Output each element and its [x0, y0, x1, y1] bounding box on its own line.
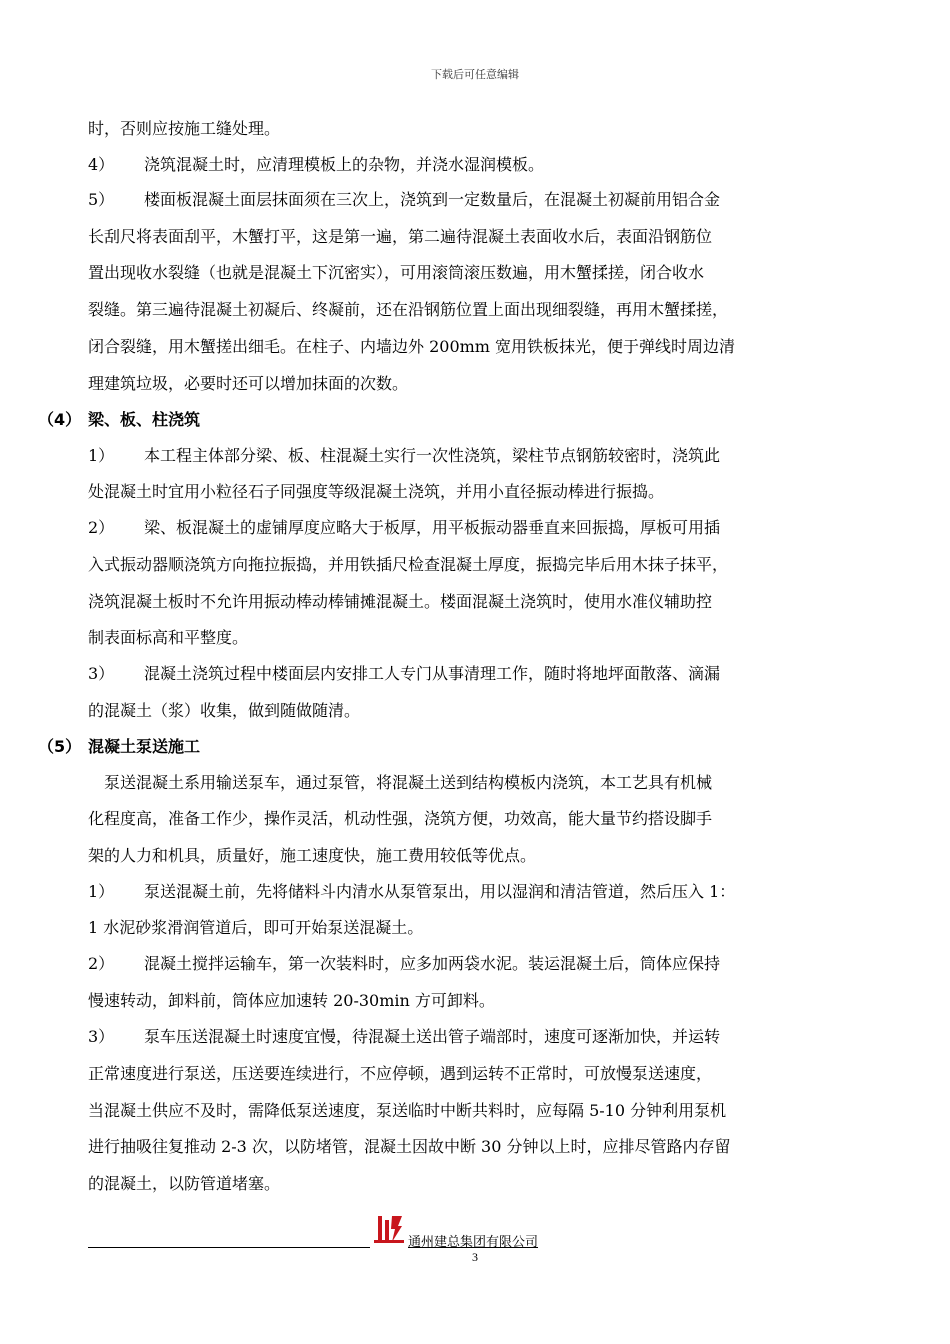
paragraph-line: 架的人力和机具，质量好，施工速度快，施工费用较低等优点。: [88, 846, 537, 865]
list-item: [88, 954, 720, 974]
item-number: 4）: [88, 155, 115, 174]
paragraph-line: 1 水泥砂浆滑润管道后，即可开始泵送混凝土。: [88, 918, 424, 937]
list-item: [88, 664, 720, 684]
company-logo-icon: [372, 1212, 406, 1246]
section-title: 梁、板、柱浇筑: [88, 410, 201, 429]
paragraph-line: 制表面标高和平整度。: [88, 628, 249, 647]
paragraph-line: 进行抽吸往复推动 2-3 次，以防堵管，混凝土因故中断 30 分钟以上时，应排尽管路内存留: [88, 1137, 731, 1156]
paragraph-line: 理建筑垃圾，必要时还可以增加抹面的次数。: [88, 374, 409, 393]
item-number: 2）: [88, 954, 115, 973]
item-text: 本工程主体部分梁、板、柱混凝土实行一次性浇筑，梁柱节点钢筋较密时，浇筑此: [144, 446, 721, 465]
paragraph-line: 当混凝土供应不及时，需降低泵送速度，泵送临时中断共料时，应每隔 5-10 分钟利用泵机: [88, 1101, 727, 1120]
paragraph-line: 的混凝土，以防管道堵塞。: [88, 1174, 281, 1193]
paragraph-line: 时，否则应按施工缝处理。: [88, 119, 281, 138]
paragraph-line: 处混凝土时宜用小粒径石子同强度等级混凝土浇筑，并用小直径振动棒进行振捣。: [88, 482, 665, 501]
paragraph-line: 泵送混凝土系用输送泵车，通过泵管，将混凝土送到结构模板内浇筑，本工艺具有机械: [104, 773, 713, 792]
item-number: 3）: [88, 664, 115, 683]
paragraph-line: 入式振动器顺浇筑方向拖拉振捣，并用铁插尺检查混凝土厚度，振捣完毕后用木抹子抹平，: [88, 555, 729, 574]
paragraph-line: 慢速转动，卸料前，筒体应加速转 20-30min 方可卸料。: [88, 991, 495, 1010]
section-number: （4）: [38, 410, 82, 429]
section-heading: [38, 410, 200, 430]
footer-rule: [88, 1247, 370, 1248]
company-name: 通州建总集团有限公司: [408, 1235, 539, 1250]
item-number: 5）: [88, 190, 115, 209]
item-number: 1）: [88, 882, 115, 901]
section-heading: [38, 737, 200, 757]
item-text: 混凝土搅拌运输车，第一次装料时，应多加两袋水泥。装运混凝土后，筒体应保持: [144, 954, 721, 973]
paragraph-line: 正常速度进行泵送，压送要连续进行，不应停顿，遇到运转不正常时，可放慢泵送速度，: [88, 1064, 713, 1083]
paragraph-line: 长刮尺将表面刮平，木蟹打平，这是第一遍，第二遍待混凝土表面收水后，表面沿钢筋位: [88, 227, 713, 246]
list-item: [88, 1027, 720, 1047]
paragraph-line: 裂缝。第三遍待混凝土初凝后、终凝前，还在沿钢筋位置上面出现细裂缝，再用木蟹揉搓，: [88, 300, 729, 319]
header-note: 下载后可任意编辑: [431, 68, 519, 81]
section-title: 混凝土泵送施工: [88, 737, 201, 756]
paragraph-line: 浇筑混凝土板时不允许用振动棒动棒铺摊混凝土。楼面混凝土浇筑时，使用水准仪辅助控: [88, 592, 713, 611]
item-text: 梁、板混凝土的虚铺厚度应略大于板厚，用平板振动器垂直来回振捣，厚板可用插: [144, 518, 721, 537]
item-number: 2）: [88, 518, 115, 537]
paragraph-line: 置出现收水裂缝（也就是混凝土下沉密实），可用滚筒滚压数遍，用木蟹揉搓，闭合收水: [88, 263, 705, 282]
item-text: 楼面板混凝土面层抹面须在三次上，浇筑到一定数量后，在混凝土初凝前用铝合金: [144, 190, 721, 209]
item-text: 浇筑混凝土时，应清理模板上的杂物，并浇水湿润模板。: [144, 155, 545, 174]
page-number: 3: [472, 1250, 478, 1264]
list-item: [88, 446, 720, 466]
paragraph-line: 化程度高，准备工作少，操作灵活，机动性强，浇筑方便，功效高，能大量节约搭设脚手: [88, 809, 713, 828]
list-item: [88, 190, 720, 210]
item-text: 泵车压送混凝土时速度宜慢，待混凝土送出管子端部时，速度可逐渐加快，并运转: [144, 1027, 721, 1046]
item-number: 1）: [88, 446, 115, 465]
item-number: 3）: [88, 1027, 115, 1046]
list-item: [88, 155, 544, 175]
item-text: 混凝土浇筑过程中楼面层内安排工人专门从事清理工作，随时将地坪面散落、滴漏: [144, 664, 721, 683]
item-text: 泵送混凝土前，先将储料斗内清水从泵管泵出，用以湿润和清洁管道，然后压入 1：: [144, 882, 736, 901]
section-number: （5）: [38, 737, 82, 756]
paragraph-line: 的混凝土（浆）收集，做到随做随清。: [88, 701, 361, 720]
paragraph-line: 闭合裂缝，用木蟹搓出细毛。在柱子、内墙边外 200mm 宽用铁板抹光，便于弹线时周边清: [88, 337, 736, 356]
list-item: [88, 882, 735, 902]
list-item: [88, 518, 720, 538]
